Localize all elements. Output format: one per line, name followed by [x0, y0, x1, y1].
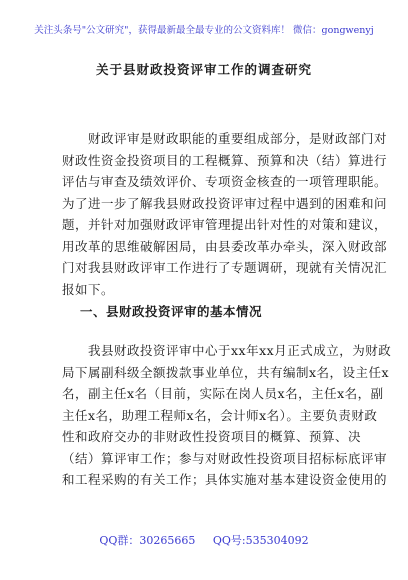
paragraph-line: 财政评审是财政职能的重要组成部分，是财政部门对	[62, 131, 388, 146]
paragraph-line: 题，并针对加强财政评审管理提出针对性的对策和建议，	[62, 217, 388, 232]
paragraph-line: 门对我县财政评审工作进行了专题调研，现就有关情况汇	[62, 260, 388, 275]
paragraph-line: 性和政府交办的非财政性投资项目的概算、预算、决	[62, 429, 362, 444]
paragraph-line: 报如下。	[62, 281, 115, 297]
section-heading: 一、县财政投资评审的基本情况	[80, 304, 263, 319]
paragraph-line: 为了进一步了解我县财政投资评审过程中遇到的困难和问	[62, 195, 388, 211]
header-notice: 关注头条号"公文研究"，获得最新最全最专业的公文资料库！ 微信：gongwenyj	[34, 25, 374, 36]
paragraph-line: 和工程采购的有关工作；具体实施对基本建设资金使用的	[62, 472, 388, 487]
paragraph-line: 用改革的思维破解困局，由县委改革办牵头，深入财政部	[62, 238, 388, 254]
paragraph-line: 名，副主任x名（目前，实际在岗人员x名，主任x名，副	[62, 386, 384, 401]
section-paragraph	[62, 340, 392, 491]
qq-number-text: QQ号:535304092	[212, 534, 309, 547]
paragraph-line: （结）算评审工作；参与对财政性投资项目招标标底评审	[62, 450, 388, 466]
paragraph-line: 我县财政投资评审中心于xx年xx月正式成立，为财政	[62, 343, 392, 358]
paragraph-line: 局下属副科级全额拨款事业单位，共有编制x名，设主任x	[62, 364, 390, 380]
paragraph-line: 主任x名，助理工程师x名，会计师x名）。主要负责财政	[62, 407, 378, 423]
paragraph-line: 评估与审查及绩效评价、专项资金核查的一项管理职能。	[62, 174, 388, 189]
paragraph-line: 财政性资金投资项目的工程概算、预算和决（结）算进行	[62, 152, 388, 168]
intro-paragraph	[62, 128, 388, 300]
document-title: 关于县财政投资评审工作的调查研究	[95, 62, 312, 77]
qq-group-text: QQ群：30265665	[99, 534, 196, 547]
footer-contact	[0, 532, 408, 548]
